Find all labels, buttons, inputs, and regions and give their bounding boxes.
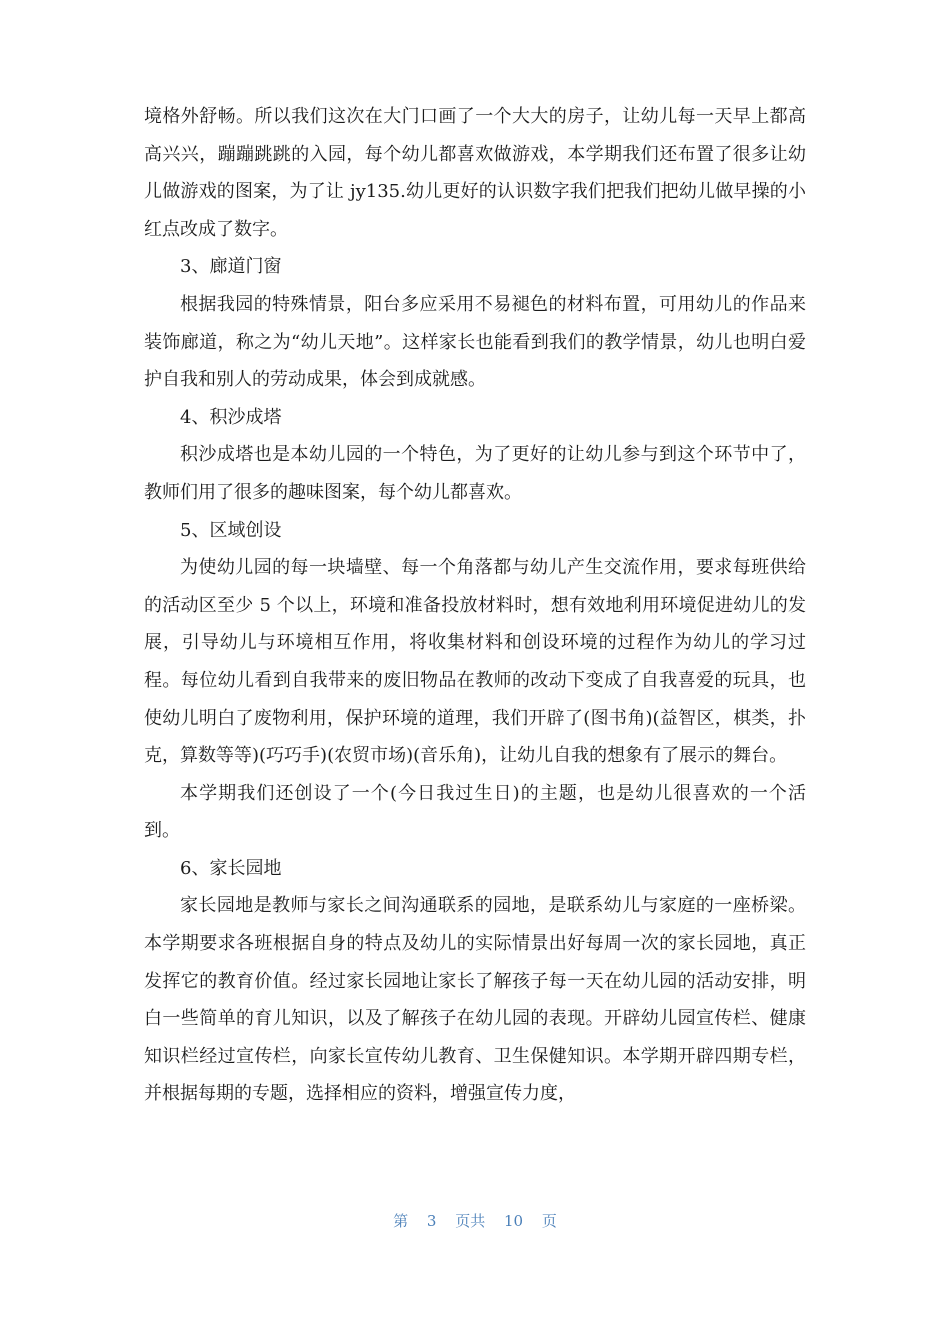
section-heading-corridor: 3、廊道门窗 <box>180 256 282 278</box>
section-heading-parent-corner: 6、家长园地 <box>180 857 282 879</box>
section-heading-area-setup: 5、区域创设 <box>180 519 282 541</box>
paragraph-sand-tower: 积沙成塔也是本幼儿园的一个特色，为了更好的让幼儿参与到这个环节中了，教师们用了很多的趣味图案，每个幼儿都喜欢。 <box>144 444 806 503</box>
paragraph-birthday-theme: 本学期我们还创设了一个(今日我过生日)的主题，也是幼儿很喜欢的一个活到。 <box>144 782 806 842</box>
footer-mid: 页共 <box>455 1212 486 1230</box>
section-heading-sand-tower: 4、积沙成塔 <box>180 406 282 428</box>
paragraph-parent-corner: 家长园地是教师与家长之间沟通联系的园地，是联系幼儿与家庭的一座桥梁。本学期要求各班根据自身的特点及幼儿的实际情景出好每周一次的家长园地，真正发挥它的教育价值。经过家长园地让家长了解孩子每一天在幼儿园的活动安排，明白一些简单的育儿知识，以及了解孩子在幼儿园的表现。开辟幼儿园宣传栏、健康知识栏经过宣传栏，向家长宣传幼儿教育、卫生保健知识。本学期开辟四期专栏，并根据每期的专题，选择相应的资料，增强宣传力度， <box>144 895 806 1105</box>
footer-total-pages: 10 <box>504 1212 524 1230</box>
document-body <box>144 98 806 1113</box>
paragraph-area-setup: 为使幼儿园的每一块墙壁、每一个角落都与幼儿产生交流作用，要求每班供给的活动区至少 5 个以上，环境和准备投放材料时，想有效地利用环境促进幼儿的发展，引导幼儿与环境相互作用，将收集材料和创设环境的过程作为幼儿的学习过程。每位幼儿看到自我带来的废旧物品在教师的改动下变成了自我喜爱的玩具，也使幼儿明白了废物利用，保护环境的道理，我们开辟了(图书角)(益智区，棋类，扑克，算数等等)(巧巧手)(农贸市场)(音乐角)，让幼儿自我的想象有了展示的舞台。 <box>144 557 806 767</box>
footer-suffix: 页 <box>541 1212 557 1230</box>
footer-current-page: 3 <box>426 1212 437 1230</box>
paragraph-continuation: 境格外舒畅。所以我们这次在大门口画了一个大大的房子，让幼儿每一天早上都高高兴兴，蹦蹦跳跳的入园，每个幼儿都喜欢做游戏，本学期我们还布置了很多让幼儿做游戏的图案，为了让 jy135.幼儿更好的认识数字我们把我们把幼儿做早操的小红点改成了数字。 <box>144 106 806 240</box>
footer-prefix: 第 <box>393 1212 409 1230</box>
paragraph-corridor: 根据我园的特殊情景，阳台多应采用不易褪色的材料布置，可用幼儿的作品来装饰廊道，称之为“幼儿天地”。这样家长也能看到我们的教学情景，幼儿也明白爱护自我和别人的劳动成果，体会到成就感。 <box>144 293 806 391</box>
page-footer <box>0 1210 950 1231</box>
